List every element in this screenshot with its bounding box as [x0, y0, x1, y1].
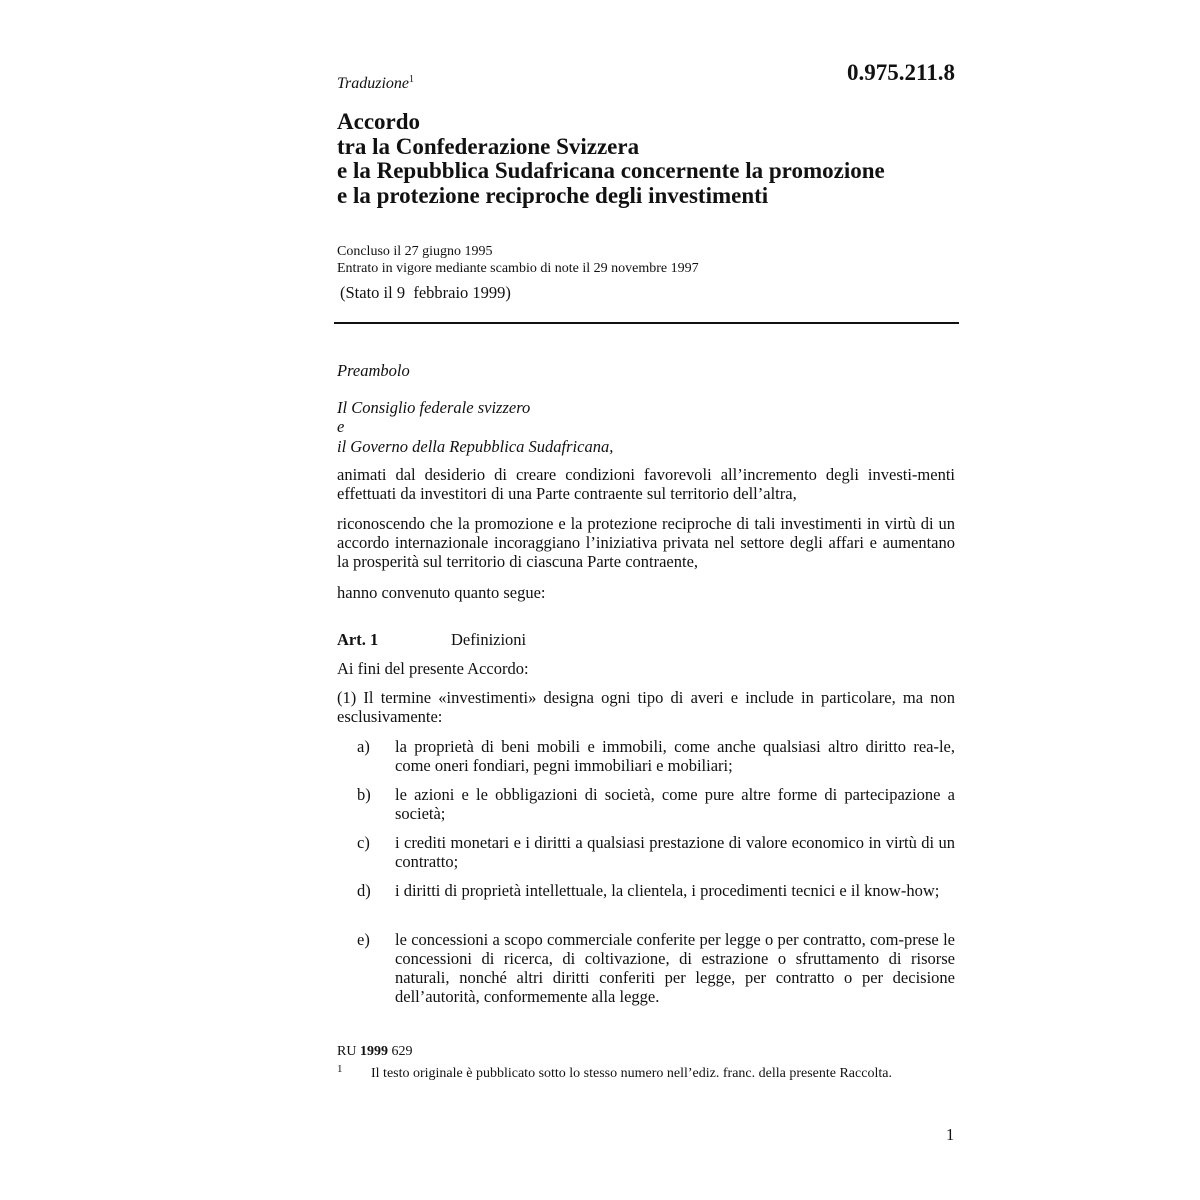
list-marker: c) [357, 833, 370, 852]
official-collection-reference [337, 1044, 412, 1060]
article-number: Art. 1 [337, 630, 379, 649]
list-item [357, 930, 955, 1006]
list-marker: b) [357, 785, 371, 804]
ru-prefix: RU [337, 1044, 357, 1059]
list-item-text: i diritti di proprietà intellettuale, la clientela, i procedimenti tecnici e il know-how; [395, 881, 940, 900]
page-number: 1 [946, 1125, 955, 1144]
article-1-heading [337, 630, 526, 650]
preamble-conjunction: e [337, 417, 345, 436]
list-marker: e) [357, 930, 370, 949]
translation-label [337, 74, 414, 93]
footnote-number: 1 [337, 1063, 343, 1075]
preamble-party-2: il Governo della Repubblica Sudafricana, [337, 437, 614, 456]
list-marker: a) [357, 737, 370, 756]
list-item-text: la proprietà di beni mobili e immobili, come anche qualsiasi altro diritto rea-le, come oneri fondiari, pegni immobiliari e mobiliari; [395, 737, 955, 775]
preamble-party-1: Il Consiglio federale svizzero [337, 398, 531, 417]
horizontal-divider [334, 322, 959, 324]
entry-into-force: Entrato in vigore mediante scambio di note il 29 novembre 1997 [337, 261, 699, 276]
preamble-paragraph-2: riconoscendo che la promozione e la protezione reciproche di tali investimenti in virtù di un accordo internazionale incoraggiano l’iniziativa privata nel settore degli affari e aumentano la prosperità sul territorio di ciascuna Parte contraente, [337, 514, 955, 571]
concluded-date: Concluso il 27 giugno 1995 [337, 244, 493, 259]
list-item-text: le azioni e le obbligazioni di società, come pure altre forme di partecipazione a società; [395, 785, 955, 823]
footnote-text: Il testo originale è pubblicato sotto lo stesso numero nell’ediz. franc. della presente Raccolta. [371, 1066, 892, 1081]
ru-page: 629 [391, 1044, 413, 1059]
title-line-1: Accordo [337, 109, 421, 134]
preamble-paragraph-1: animati dal desiderio di creare condizioni favorevoli all’incremento degli investi-menti effettuati da investitori di una Parte contraente sul territorio dell’altra, [337, 465, 955, 503]
list-item [357, 833, 955, 871]
list-item [357, 881, 955, 900]
title-line-3: e la Repubblica Sudafricana concernente la promozione [337, 158, 885, 183]
article-1-intro: Ai fini del presente Accordo: [337, 659, 529, 678]
article-title: Definizioni [451, 630, 527, 649]
list-item-text: i crediti monetari e i diritti a qualsiasi prestazione di valore economico in virtù di un contratto; [395, 833, 955, 871]
list-item-text: le concessioni a scopo commerciale conferite per legge o per contratto, com-prese le concessioni di ricerca, di coltivazione, di estrazione o sfruttamento di risorse naturali, nonché altri diritti conferiti per legge, per contratto o per decisione dell’autorità, conformemente alla legge. [395, 930, 955, 1006]
document-number: 0.975.211.8 [847, 60, 955, 85]
title-line-2: tra la Confederazione Svizzera [337, 133, 640, 159]
preamble-heading: Preambolo [337, 361, 410, 380]
document-meta [337, 243, 699, 277]
footnote-reference: 1 [409, 74, 415, 85]
title-line-4: e la protezione reciproche degli investimenti [337, 182, 769, 208]
preamble-paragraph-3: hanno convenuto quanto segue: [337, 583, 546, 602]
ru-year: 1999 [359, 1044, 388, 1059]
list-marker: d) [357, 881, 371, 900]
status-date: (Stato il 9 febbraio 1999) [340, 283, 511, 302]
document-title [337, 110, 977, 208]
list-item [357, 737, 955, 775]
article-1-paragraph-1: (1) Il termine «investimenti» designa ogni tipo di averi e include in particolare, ma non esclusivamente: [337, 688, 955, 726]
list-item [357, 785, 955, 823]
translation-text: Traduzione [337, 75, 410, 92]
